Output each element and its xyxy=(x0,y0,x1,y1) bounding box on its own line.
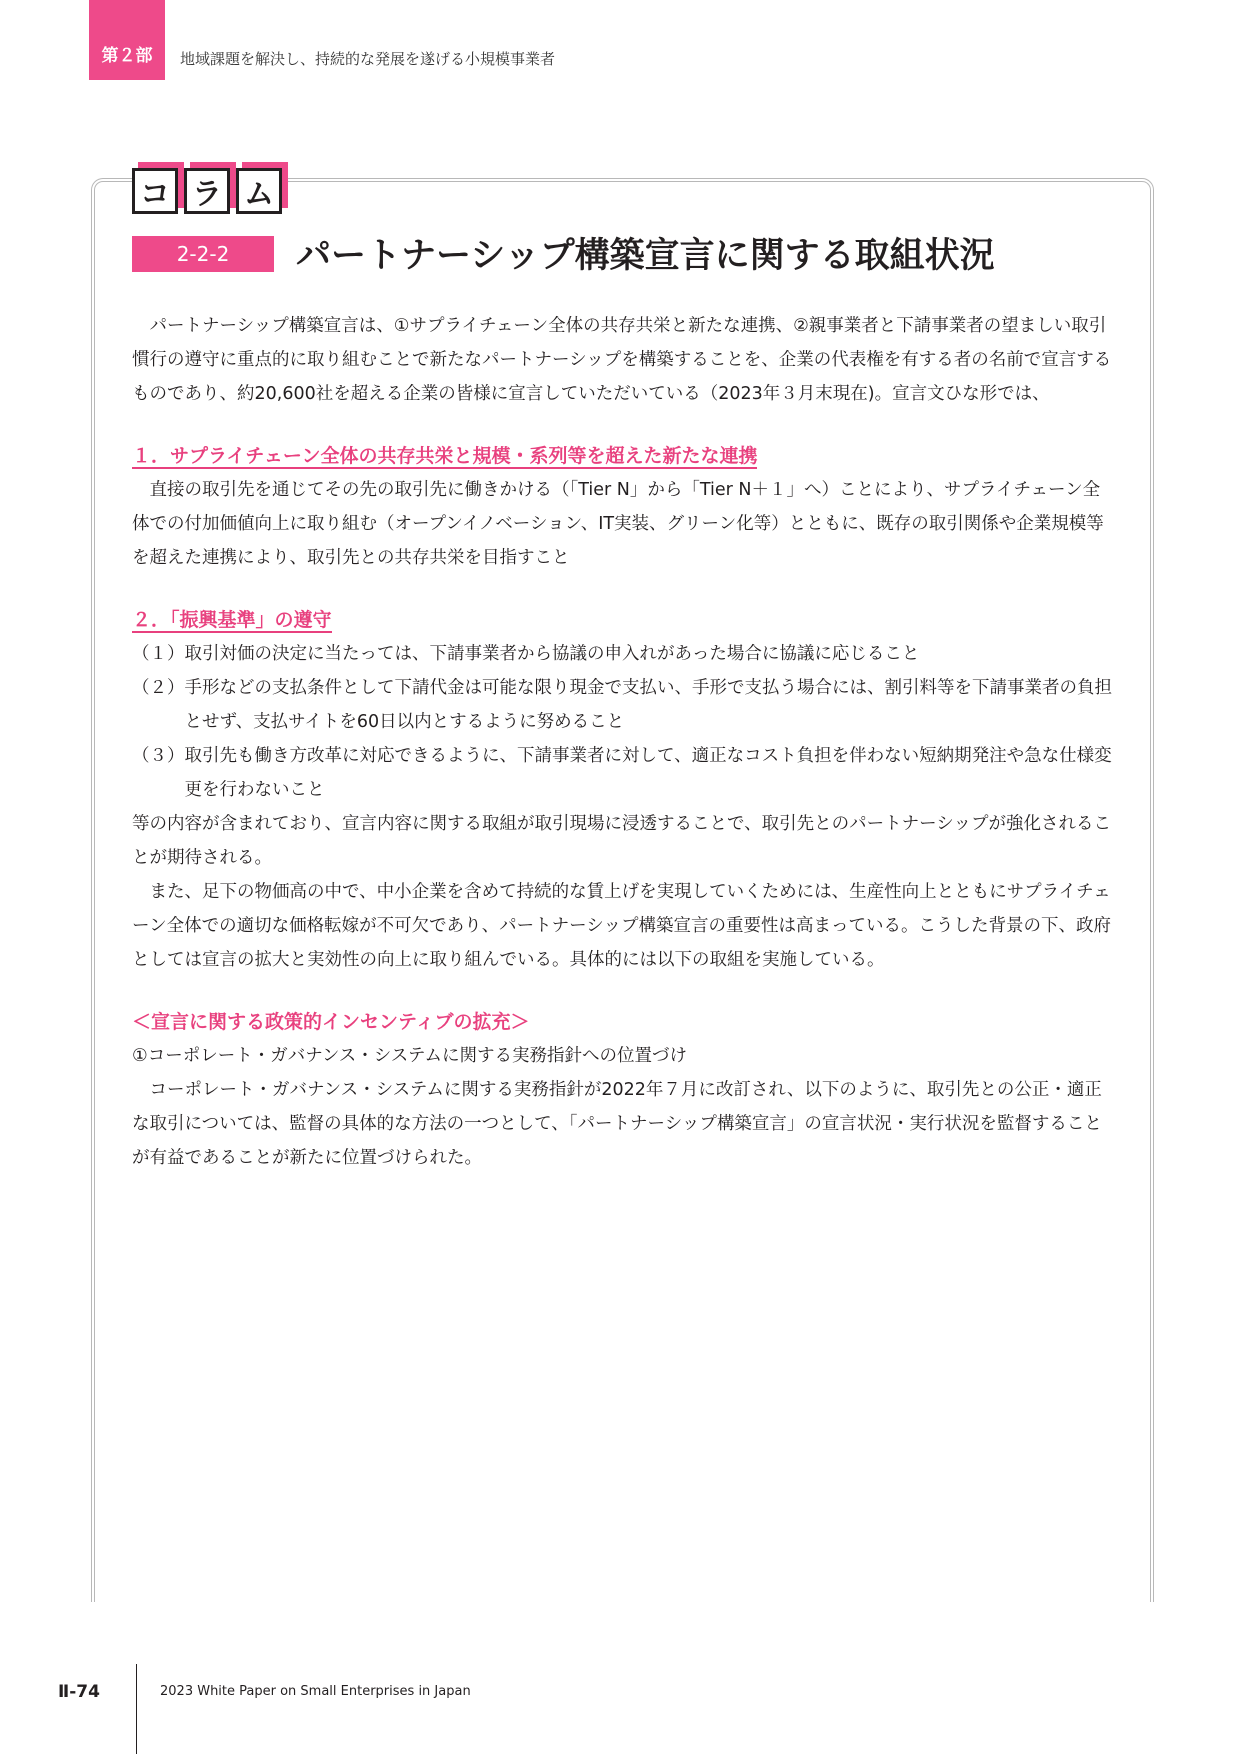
subheading-1-text: １．サプライチェーン全体の共存共栄と規模・系列等を超えた新たな連携 xyxy=(132,445,758,467)
part-tab: 第２部 xyxy=(89,0,165,80)
paragraph-1: 直接の取引先を通じてその先の取引先に働きかける（「Tier N」から「Tier N＋１」へ）ことにより、サプライチェーン全体での付加価値向上に取り組む（オープンイノベーション、IT実装、グリーン化等）とともに、既存の取引関係や企業規模等を超えた連携により、取引先との共存共栄を目指すこと xyxy=(132,480,1104,568)
section-title: パートナーシップ構築宣言に関する取組状況 xyxy=(296,236,995,276)
subheading-3: ＜宣言に関する政策的インセンティブの拡充＞ xyxy=(132,1011,530,1033)
paragraph-5: コーポレート・ガバナンス・システムに関する実務指針が2022年７月に改訂され、以下のように、取引先との公正・適正な取引については、監督の具体的な方法の一つとして、「パートナーシップ構築宣言」の宣言状況・実行状況を監督することが有益であることが新たに位置づけられた。 xyxy=(132,1080,1102,1168)
section-number-badge: 2-2-2 xyxy=(132,236,274,272)
footer-divider xyxy=(136,1664,137,1754)
subheading-2 xyxy=(132,603,1116,637)
paragraph-4: ①コーポレート・ガバナンス・システムに関する実務指針への位置づけ xyxy=(132,1046,688,1066)
list-item-3: （３）取引先も働き方改革に対応できるように、下請事業者に対して、適正なコスト負担を伴わない短納期発注や急な仕様変更を行わないこと xyxy=(132,746,1112,800)
publication-title: 2023 White Paper on Small Enterprises in Japan xyxy=(160,1684,471,1699)
page-number: Ⅱ-74 xyxy=(58,1682,100,1702)
column-char-2: ラ xyxy=(184,168,230,214)
paragraph-2: 等の内容が含まれており、宣言内容に関する取組が取引現場に浸透することで、取引先とのパートナーシップが強化されることが期待される。 xyxy=(132,814,1111,868)
column-char-1: コ xyxy=(132,168,178,214)
part-title: 地域課題を解決し、持続的な発展を遂げる小規模事業者 xyxy=(180,50,556,68)
column-label xyxy=(132,160,282,214)
list-item-1: （１）取引対価の決定に当たっては、下請事業者から協議の申入れがあった場合に協議に応じること xyxy=(132,644,920,664)
subheading-1 xyxy=(132,439,1116,473)
column-body xyxy=(132,309,1116,1175)
column-char-3: ム xyxy=(236,168,282,214)
list-item-2: （２）手形などの支払条件として下請代金は可能な限り現金で支払い、手形で支払う場合には、割引料等を下請事業者の負担とせず、支払サイトを60日以内とするように努めること xyxy=(132,678,1112,732)
subheading-2-text: ２．「振興基準」の遵守 xyxy=(132,609,332,631)
paragraph-3: また、足下の物価高の中で、中小企業を含めて持続的な賃上げを実現していくためには、生産性向上とともにサプライチェーン全体での適切な価格転嫁が不可欠であり、パートナーシップ構築宣言の重要性は高まっている。こうした背景の下、政府としては宣言の拡大と実効性の向上に取り組んでいる。具体的には以下の取組を実施している。 xyxy=(132,882,1111,970)
intro-paragraph: パートナーシップ構築宣言は、①サプライチェーン全体の共存共栄と新たな連携、②親事業者と下請事業者の望ましい取引慣行の遵守に重点的に取り組むことで新たなパートナーシップを構築することを、企業の代表権を有する者の名前で宣言するものであり、約20,600社を超える企業の皆様に宣言していただいている（2023年３月末現在)。宣言文ひな形では、 xyxy=(132,316,1112,404)
